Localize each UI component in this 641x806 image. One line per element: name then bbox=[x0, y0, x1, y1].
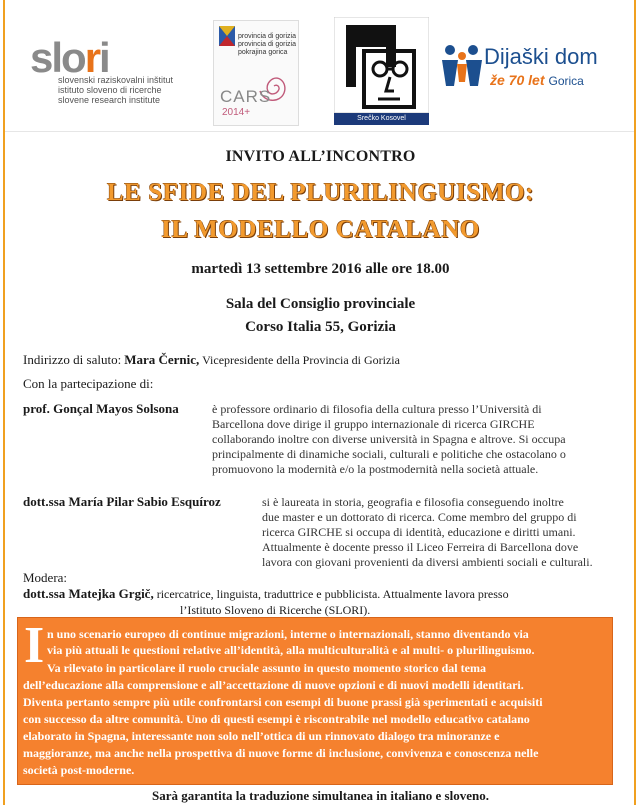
moderator bbox=[23, 587, 509, 601]
event-title-line-1: LE SFIDE DEL PLURILINGUISMO: bbox=[106, 179, 535, 206]
abstract-line: società post-moderne. bbox=[23, 763, 135, 777]
dijaski-dom-city: Gorica bbox=[548, 74, 584, 88]
cars-line-2: provincia di gorizia bbox=[238, 41, 296, 48]
speaker-2-name bbox=[23, 495, 221, 509]
invite-kicker: INVITO ALL’INCONTRO bbox=[225, 148, 416, 165]
abstract-line: dell’educazione alla comprensione e all’accettazione di nuove opzioni e di nuovi modelli identitari. bbox=[23, 678, 524, 692]
speaker-1-bio bbox=[212, 402, 617, 477]
moderator-name: dott.ssa Matejka Grgič, bbox=[23, 586, 154, 601]
translation-note: Sarà garantita la traduzione simultanea in italiano e sloveno. bbox=[152, 788, 489, 803]
abstract-line: con successo da altre comunità. Uno di questi esempi è riscontrabile nel modello educativo catalano bbox=[23, 712, 530, 726]
participation-label: Con la partecipazione di: bbox=[23, 376, 154, 391]
moderator-bio-line-2: l’Istituto Sloveno di Ricerche (SLORI). bbox=[180, 603, 371, 617]
abstract-line: Diventa pertanto sempre più utile confrontarsi con esempi di buone prassi già sperimentati e acquisiti bbox=[23, 695, 543, 709]
event-address: Corso Italia 55, Gorizia bbox=[245, 319, 396, 335]
cars-line-1: provincia di gorizia bbox=[238, 33, 296, 40]
slori-line-1: slovenski raziskovalni inštitut bbox=[58, 75, 174, 85]
slori-logo bbox=[30, 34, 205, 108]
kosovel-logo bbox=[334, 17, 429, 127]
event-date: martedì 13 settembre 2016 alle ore 18.00 bbox=[191, 261, 450, 277]
speaker-2-bio-line: ricerca GIRCHE si occupa di identità, educazione e diritti umani. bbox=[262, 525, 576, 539]
abstract-dropcap: I bbox=[24, 617, 45, 674]
abstract-line: elaborato in Spagna, interessante non solo nell’ottica di un rinnovato dialogo tra minoranze e bbox=[23, 729, 500, 743]
kosovel-name: Srečko Kosovel bbox=[334, 113, 429, 125]
speaker-1-bio-line: collaborando inoltre con diverse università in Spagna e altrove. Si occupa bbox=[212, 432, 566, 446]
speaker-2-bio-line: due master e un dottorato di ricerca. Come membro del gruppo di bbox=[262, 510, 577, 524]
cars-name: CARS bbox=[220, 87, 272, 106]
cars-line-3: pokrajina gorica bbox=[238, 49, 288, 56]
cars-year: 2014+ bbox=[222, 107, 251, 118]
abstract-box bbox=[17, 617, 613, 785]
greeting-label: Indirizzo di saluto: bbox=[23, 352, 122, 367]
slori-line-3: slovene research institute bbox=[58, 95, 161, 105]
moderator-label: Modera: bbox=[23, 570, 68, 585]
province-crest-icon bbox=[218, 25, 236, 47]
speaker-1-bio-line: Barcellona dove dirige il gruppo internazionale di ricerca GIRCHE bbox=[212, 417, 535, 431]
abstract-line: Va rilevato in particolare il ruolo cruciale assunto in questo momento storico dal tema bbox=[47, 661, 486, 675]
greeting bbox=[23, 353, 400, 367]
dijaski-dom-name: Dijaški dom bbox=[484, 44, 598, 69]
slori-line-2: istituto sloveno di ricerche bbox=[58, 85, 162, 95]
speaker-1-name-text: prof. Gonçal Mayos Solsona bbox=[23, 401, 179, 416]
cars-logo bbox=[205, 17, 305, 129]
speaker-1-name bbox=[23, 402, 179, 416]
header-divider bbox=[5, 131, 634, 132]
event-venue: Sala del Consiglio provinciale bbox=[225, 296, 416, 312]
speaker-1-bio-line: è professore ordinario di filosofia della cultura presso l’Università di bbox=[212, 402, 542, 416]
kosovel-portrait-icon bbox=[334, 17, 429, 113]
moderator-bio-line-1: ricercatrice, linguista, traduttrice e pubblicista. Attualmente lavora presso bbox=[156, 587, 509, 601]
dijaski-dom-sub bbox=[490, 72, 584, 88]
speaker-2-name-text: dott.ssa María Pilar Sabio Esquíroz bbox=[23, 494, 221, 509]
speaker-1-bio-line: principalmente di dinamiche sociali, culturali e politiche che ostacolano o bbox=[212, 447, 566, 461]
people-icon bbox=[440, 42, 484, 88]
slori-tagline bbox=[58, 75, 173, 105]
speaker-2-bio-line: lavora con giovani provenienti da diversi ambienti sociali e culturali. bbox=[262, 555, 593, 569]
greeting-name: Mara Černic, bbox=[124, 352, 200, 367]
speaker-1-bio-line: promuovono la modernità e/o la postmodernità nella società attuale. bbox=[212, 462, 539, 476]
dijaski-dom-years: že 70 let bbox=[490, 72, 545, 88]
speaker-2-bio-line: si è laureata in storia, geografia e filosofia conseguendo inoltre bbox=[262, 495, 564, 509]
cars-lines bbox=[238, 33, 296, 57]
greeting-role: Vicepresidente della Provincia di Gorizia bbox=[202, 353, 400, 367]
slori-wordmark: slori bbox=[30, 34, 109, 81]
abstract-line: n uno scenario europeo di continue migrazioni, interne o internazionali, stanno diventando via bbox=[47, 627, 529, 641]
abstract-line: maggioranze, ma anche nella prospettiva di nuove forme di inclusione, convivenza e conoscenza nelle bbox=[23, 746, 539, 760]
speaker-2-bio bbox=[262, 495, 618, 570]
speaker-2-bio-line: Attualmente è docente presso il Liceo Ferreira di Barcellona dove bbox=[262, 540, 579, 554]
cars-card bbox=[213, 20, 299, 126]
dijaski-dom-logo bbox=[440, 38, 620, 98]
abstract-line: via più attuali le questioni relative all’identità, alla multiculturalità e al multi- o plurilinguismo. bbox=[47, 643, 535, 657]
event-title-line-2: IL MODELLO CATALANO bbox=[161, 216, 480, 243]
